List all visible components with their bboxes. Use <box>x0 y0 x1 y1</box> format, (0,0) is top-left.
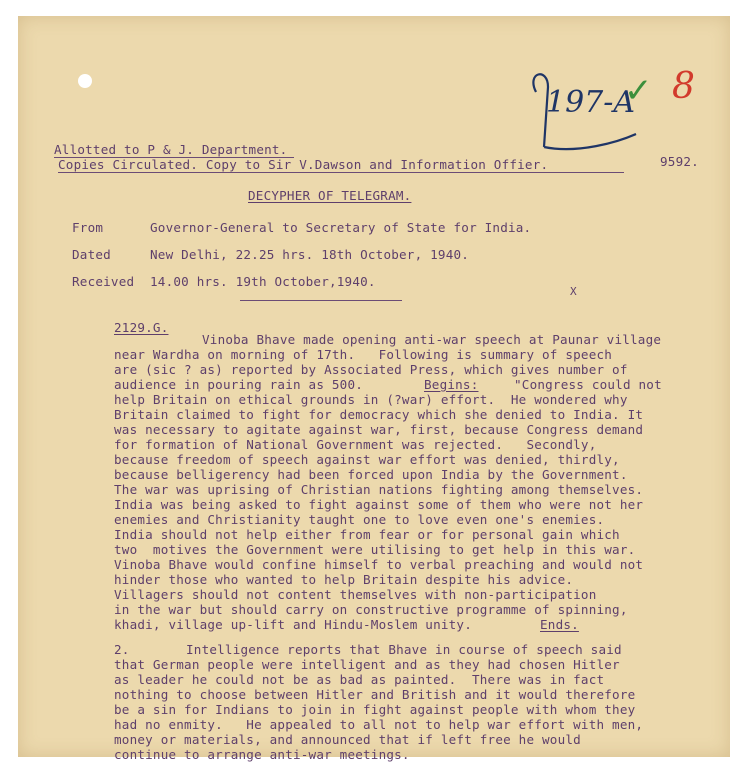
paragraph1-line-18: Villagers should not content themselves with non-participation <box>114 587 597 602</box>
document-title: DECYPHER OF TELEGRAM. <box>248 188 412 203</box>
paragraph1-line-2: near Wardha on morning of 17th. Following is summary of speech <box>114 347 613 362</box>
handwritten-reference <box>518 62 638 152</box>
received-value: 14.00 hrs. 19th October,1940. <box>150 274 376 289</box>
red-number: 8 <box>672 66 695 107</box>
file-number: 9592. <box>660 154 699 169</box>
paragraph2-line-5: be a sin for Indians to join in fight against people with whom they <box>114 702 636 717</box>
green-tick-mark: ✓ <box>624 71 653 111</box>
meta-separator-rule <box>240 300 402 301</box>
paragraph1-line-5: help Britain on ethical grounds in (?war) effort. He wondered why <box>114 392 628 407</box>
handwritten-tick-and-number <box>624 54 714 124</box>
begins-quote: "Congress could not <box>514 377 662 392</box>
handwritten-reference-text: 197-A <box>546 85 636 120</box>
paragraph1-line-8: for formation of National Government was rejected. Secondly, <box>114 437 597 452</box>
paragraph1-line-12: India was being asked to fight against some of them who were not her <box>114 497 644 512</box>
paragraph1-line-20: khadi, village up-lift and Hindu-Moslem unity. <box>114 617 472 632</box>
paragraph1-line-13: enemies and Christianity taught one to love even one's enemies. <box>114 512 605 527</box>
paragraph1-line-16: Vinoba Bhave would confine himself to verbal preaching and would not <box>114 557 644 572</box>
x-mark: X <box>570 285 577 298</box>
paragraph1-line-7: was necessary to agitate against war, first, because Congress demand <box>114 422 644 437</box>
telegram-page <box>18 16 730 762</box>
dated-value: New Delhi, 22.25 hrs. 18th October, 1940. <box>150 247 470 262</box>
begins-marker: Begins: <box>424 377 479 392</box>
paragraph1-line-11: The war was uprising of Christian nations fighting among themselves. <box>114 482 644 497</box>
paragraph1-reference: 2129.G. <box>114 320 169 335</box>
paragraph2-line-3: as leader he could not be as bad as painted. There was in fact <box>114 672 605 687</box>
paragraph1-line-6: Britain claimed to fight for democracy which she denied to India. It <box>114 407 644 422</box>
paragraph1-line-1: Vinoba Bhave made opening anti-war speech at Paunar village <box>202 332 662 347</box>
copies-underline <box>58 172 624 173</box>
from-label: From <box>72 220 104 235</box>
paragraph1-line-10: because belligerency had been forced upon India by the Government. <box>114 467 628 482</box>
paragraph1-line-17: hinder those who wanted to help Britain despite his advice. <box>114 572 574 587</box>
paragraph1-line-14: India should not help either from fear or for personal gain which <box>114 527 620 542</box>
paragraph1-line-15: two motives the Government were utilising to get help in this war. <box>114 542 636 557</box>
dated-label: Dated <box>72 247 111 262</box>
paragraph2-line-7: money or materials, and announced that if left free he would <box>114 732 581 747</box>
from-value: Governor-General to Secretary of State for India. <box>150 220 532 235</box>
paragraph2-reference: 2. <box>114 642 130 657</box>
paragraph2-line-2: that German people were intelligent and as they had chosen Hitler <box>114 657 620 672</box>
paragraph2-line-4: nothing to choose between Hitler and British and it would therefore <box>114 687 636 702</box>
received-label: Received <box>72 274 135 289</box>
copies-circulated-line: Copies Circulated. Copy to Sir V.Dawson and Information Offier. <box>58 157 549 172</box>
paragraph1-line-19: in the war but should carry on constructive programme of spinning, <box>114 602 628 617</box>
paragraph2-line-1: Intelligence reports that Bhave in course of speech said <box>186 642 622 657</box>
paragraph1-line-3: are (sic ? as) reported by Associated Press, which gives number of <box>114 362 628 377</box>
paragraph1-line-9: because freedom of speech against war effort was denied, thirdly, <box>114 452 620 467</box>
paragraph1-line-4: audience in pouring rain as 500. <box>114 377 364 392</box>
punch-hole <box>78 74 92 88</box>
paragraph2-line-8: continue to arrange anti-war meetings. <box>114 747 410 762</box>
ends-marker: Ends. <box>540 617 579 632</box>
allotted-line: Allotted to P & J. Department. <box>54 142 288 157</box>
paragraph2-line-6: had no enmity. He appealed to all not to help war effort with men, <box>114 717 644 732</box>
